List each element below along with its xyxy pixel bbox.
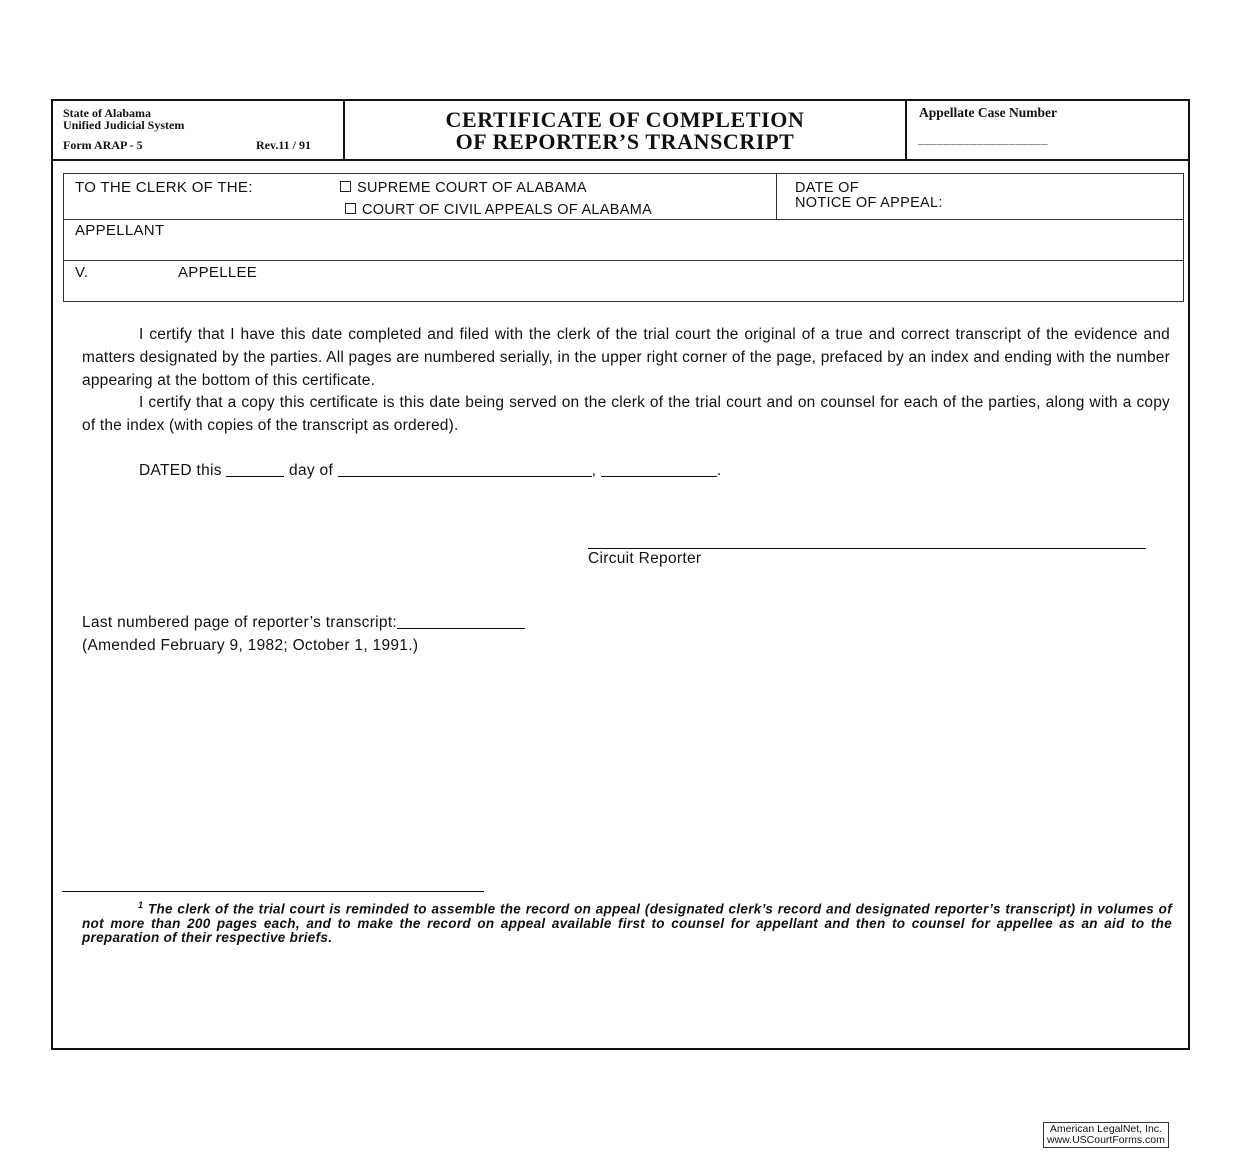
last-page-label: Last numbered page of reporter’s transcript:: [82, 614, 398, 631]
form-revision: Rev.11 / 91: [256, 138, 312, 152]
header-divider-right: [905, 99, 907, 161]
signature-label: Circuit Reporter: [588, 550, 702, 567]
clerk-parties-box: [63, 173, 1184, 302]
footnote-rule: [62, 891, 484, 892]
last-page-field[interactable]: [397, 614, 525, 629]
certification-paragraph-1: I certify that I have this date completed and filed with the clerk of the trial court the original of a true and correct transcript of the evidence and matters designated by the parties. All pages are numbered serially, in the upper right corner of the page, prefaced by an index and ending with the number appearing at the bottom of this certificate.: [82, 326, 1170, 389]
form-title-line1: CERTIFICATE OF COMPLETION: [445, 107, 805, 132]
versus-label: V.: [75, 264, 89, 281]
amended-note: (Amended February 9, 1982; October 1, 1991.): [82, 637, 419, 654]
form-title-line2: OF REPORTER’S TRANSCRIPT: [455, 129, 795, 154]
footnote-marker: 1: [138, 900, 144, 910]
date-divider: [776, 174, 777, 219]
option-supreme-court-label: SUPREME COURT OF ALABAMA: [357, 180, 587, 196]
appellee-label: APPELLEE: [178, 264, 258, 281]
form-number: Form ARAP - 5: [63, 138, 143, 152]
checkbox-civil-appeals[interactable]: [345, 203, 356, 214]
dated-day-of: day of: [289, 462, 334, 479]
form-header: [51, 99, 1190, 161]
certification-paragraph-2: I certify that a copy this certificate is this date being served on the clerk of the trial court and on counsel for each of the parties, along with a copy of the index (with copies of the transcript as ordered).: [82, 394, 1170, 434]
option-civil-appeals-label: COURT OF CIVIL APPEALS OF ALABAMA: [362, 202, 653, 218]
publisher-stamp: [1043, 1122, 1169, 1148]
appellant-label: APPELLANT: [75, 222, 165, 239]
publisher-website: www.USCourtForms.com: [1047, 1134, 1165, 1146]
dated-day-field[interactable]: [226, 462, 284, 477]
last-page-line: [82, 614, 525, 632]
clerk-row-rule: [64, 219, 1183, 220]
checkbox-supreme-court[interactable]: [340, 181, 351, 192]
date-label-line1: DATE OF: [795, 180, 859, 196]
signature-line[interactable]: [588, 548, 1146, 549]
dated-comma: ,: [591, 462, 597, 479]
appellant-row-rule: [64, 260, 1183, 261]
option-civil-appeals[interactable]: [345, 202, 652, 218]
dated-prefix: DATED this: [139, 462, 222, 479]
dated-period: .: [716, 462, 722, 479]
case-number-label: Appellate Case Number: [919, 105, 1057, 120]
judicial-system: Unified Judicial System: [63, 118, 185, 132]
date-label-line2: NOTICE OF APPEAL:: [795, 195, 943, 211]
footnote: [82, 898, 1172, 945]
dated-line: [139, 462, 722, 480]
footnote-text: The clerk of the trial court is reminded to assemble the record on appeal (designated clerk’s record and designated reporter’s transcript) in volumes of not more than 200 pages each, and to make the record on appeal available first to counsel for appellant and then to counsel for appellee as an aid to the preparation of their respective briefs.: [82, 901, 1172, 945]
case-number-field[interactable]: ____________________: [918, 132, 1048, 146]
state-name: State of Alabama: [63, 106, 151, 120]
dated-year-field[interactable]: [601, 462, 717, 477]
header-bottom-rule: [51, 159, 1190, 161]
dated-month-field[interactable]: [338, 462, 592, 477]
to-clerk-label: TO THE CLERK OF THE:: [75, 179, 253, 196]
publisher-company: American LegalNet, Inc.: [1049, 1123, 1162, 1135]
option-supreme-court[interactable]: [340, 180, 587, 196]
